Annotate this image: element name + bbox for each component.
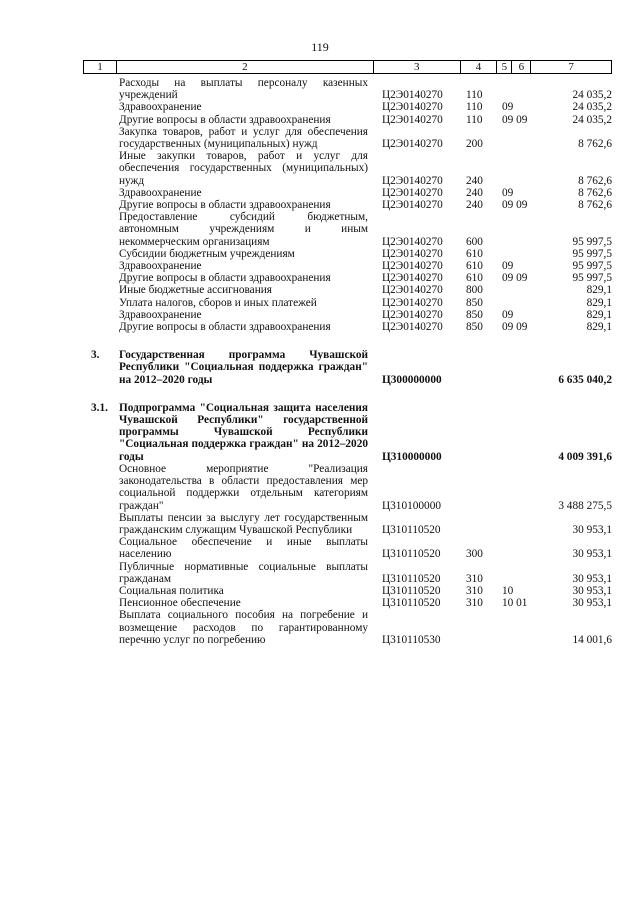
row-name: Закупка товаров, работ и услуг для обеспечения государственных (муниципальных) нужд	[119, 125, 368, 151]
table-row	[83, 609, 612, 646]
row-amount: 95 997,5	[572, 272, 612, 285]
row-number	[83, 150, 116, 187]
header-col-5: 5	[497, 61, 512, 73]
row-number	[83, 463, 116, 512]
table-row	[83, 272, 612, 284]
row-number	[83, 101, 116, 113]
row-amount: 95 997,5	[572, 260, 612, 273]
row-name: Другие вопросы в области здравоохранения	[119, 321, 331, 334]
row-amount: 24 035,2	[572, 113, 612, 126]
row-amount: 95 997,5	[572, 247, 612, 260]
table-row	[83, 101, 612, 113]
table-row	[83, 77, 612, 101]
table-row	[83, 561, 612, 585]
row-number	[83, 187, 116, 199]
row-section: 09	[502, 186, 514, 199]
row-amount: 8 762,6	[578, 138, 612, 151]
table-row	[83, 114, 612, 126]
row-expense-type: 850	[466, 308, 483, 321]
row-expense-type: 850	[466, 321, 483, 334]
header-col-1: 1	[84, 61, 117, 73]
table-row	[83, 126, 612, 150]
header-col-3: 3	[374, 61, 461, 73]
row-amount: 829,1	[586, 296, 612, 309]
row-expense-type: 300	[466, 548, 483, 561]
row-amount: 30 953,1	[572, 597, 612, 610]
row-expense-type: 600	[466, 235, 483, 248]
row-number	[83, 272, 116, 284]
row-code: Ц2Э0140270	[382, 321, 443, 334]
row-name: Другие вопросы в области здравоохранения	[119, 272, 331, 285]
row-number	[83, 561, 116, 585]
row-name: Государственная программа Чувашской Республики "Социальная поддержка граждан" на 2012–2020 годы	[119, 349, 368, 386]
row-number: 3.1.	[91, 401, 108, 414]
table-row	[83, 512, 612, 536]
table-row	[83, 187, 612, 199]
page-number: 119	[311, 40, 329, 54]
row-expense-type: 240	[466, 174, 483, 187]
row-code: Ц310110520	[382, 584, 441, 597]
row-name: Субсидии бюджетным учреждениям	[119, 247, 295, 260]
table-row	[83, 248, 612, 260]
row-amount: 30 953,1	[572, 523, 612, 536]
row-expense-type: 110	[466, 113, 483, 126]
row-code: Ц2Э0140270	[382, 284, 443, 297]
row-code: Ц310000000	[382, 450, 442, 463]
row-amount: 829,1	[586, 284, 612, 297]
row-expense-type: 610	[466, 260, 483, 273]
row-name: Публичные нормативные социальные выплаты гражданам	[119, 560, 368, 585]
table-row	[83, 260, 612, 272]
table-row	[83, 309, 612, 321]
row-code: Ц2Э0140270	[382, 186, 443, 199]
row-name: Социальное обеспечение и иные выплаты населению	[119, 536, 368, 561]
row-section: 09 09	[502, 272, 528, 285]
row-expense-type: 110	[466, 101, 483, 114]
table-row	[83, 536, 612, 560]
row-section: 09 09	[502, 113, 528, 126]
row-number	[83, 536, 116, 560]
table-row	[83, 585, 612, 597]
row-number	[83, 512, 116, 536]
header-col-7: 7	[568, 61, 574, 73]
row-number	[83, 199, 116, 211]
row-number: 3.	[91, 349, 100, 362]
row-amount: 4 009 391,6	[558, 450, 612, 463]
row-amount: 24 035,2	[572, 89, 612, 102]
row-code: Ц2Э0140270	[382, 199, 443, 212]
row-name: Выплаты пенсии за выслугу лет государственным гражданским служащим Чувашской Республики	[119, 511, 368, 536]
row-amount: 829,1	[586, 321, 612, 334]
row-code: Ц2Э0140270	[382, 260, 443, 273]
row-expense-type: 850	[466, 296, 483, 309]
table-row	[83, 321, 612, 333]
row-expense-type: 200	[466, 138, 483, 151]
row-number	[83, 609, 116, 646]
row-amount: 8 762,6	[578, 186, 612, 199]
row-expense-type: 310	[466, 572, 483, 585]
row-name: Здравоохранение	[119, 308, 202, 321]
row-code: Ц310110520	[382, 572, 441, 585]
row-number	[83, 211, 116, 248]
table-row	[83, 463, 612, 512]
row-amount: 3 488 275,5	[558, 499, 612, 512]
row-number	[83, 321, 116, 333]
row-expense-type: 610	[466, 272, 483, 285]
row-code: Ц310110520	[382, 597, 441, 610]
row-name: Основное мероприятие "Реализация законодательства в области предоставления мер социальной поддержки отдельным категориям граждан"	[119, 462, 368, 512]
row-section: 09	[502, 308, 514, 321]
row-name: Уплата налогов, сборов и иных платежей	[119, 296, 317, 309]
row-name: Подпрограмма "Социальная защита населения Чувашской Республики" государственной программы Чувашской Республики "Социальная поддержка граждан" на 2012–2020 годы	[119, 401, 368, 463]
row-section: 09	[502, 260, 514, 273]
row-amount: 30 953,1	[572, 548, 612, 561]
row-code: Ц310110520	[382, 548, 441, 561]
table-row	[83, 284, 612, 296]
row-amount: 14 001,6	[572, 633, 612, 646]
row-section: 09 09	[502, 199, 528, 212]
row-name: Другие вопросы в области здравоохранения	[119, 199, 331, 212]
row-code: Ц2Э0140270	[382, 308, 443, 321]
row-name: Социальная политика	[119, 584, 224, 597]
row-number	[83, 585, 116, 597]
row-code: Ц2Э0140270	[382, 138, 443, 151]
row-code: Ц2Э0140270	[382, 235, 443, 248]
table-row	[83, 297, 612, 309]
row-name: Иные бюджетные ассигнования	[119, 284, 272, 297]
row-expense-type: 310	[466, 584, 483, 597]
row-amount: 8 762,6	[578, 199, 612, 212]
row-amount: 829,1	[586, 308, 612, 321]
row-expense-type: 110	[466, 89, 483, 102]
row-section: 10	[502, 584, 514, 597]
row-name: Предоставление субсидий бюджетным, автономным учреждениям и иным некоммерческим организациям	[119, 211, 368, 248]
row-amount: 8 762,6	[578, 174, 612, 187]
row-code: Ц2Э0140270	[382, 89, 443, 102]
row-section: 09	[502, 101, 514, 114]
row-number	[83, 297, 116, 309]
row-code: Ц300000000	[382, 373, 442, 386]
row-number	[83, 77, 116, 101]
table-row	[83, 349, 612, 386]
row-code: Ц310110530	[382, 633, 441, 646]
row-code: Ц2Э0140270	[382, 174, 443, 187]
row-amount: 95 997,5	[572, 235, 612, 248]
header-col-2: 2	[117, 61, 374, 73]
row-code: Ц310110520	[382, 523, 441, 536]
table-row	[83, 402, 612, 463]
table-row	[83, 597, 612, 609]
row-name: Выплата социального пособия на погребение и возмещение расходов по гарантированному перечню услуг по погребению	[119, 609, 368, 646]
header-col-4: 4	[461, 61, 498, 73]
row-expense-type: 240	[466, 199, 483, 212]
row-number	[83, 260, 116, 272]
row-section: 09 09	[502, 321, 528, 334]
row-number	[83, 597, 116, 609]
row-number	[83, 309, 116, 321]
row-name: Здравоохранение	[119, 260, 202, 273]
table-row	[83, 211, 612, 248]
row-number	[83, 284, 116, 296]
table-header	[83, 60, 612, 74]
row-number	[83, 114, 116, 126]
row-code: Ц2Э0140270	[382, 101, 443, 114]
row-amount: 6 635 040,2	[558, 373, 612, 386]
header-col-6: 6	[512, 61, 531, 73]
row-code: Ц310100000	[382, 499, 441, 512]
row-name: Другие вопросы в области здравоохранения	[119, 113, 331, 126]
row-number	[83, 248, 116, 260]
row-expense-type: 240	[466, 186, 483, 199]
row-amount: 30 953,1	[572, 584, 612, 597]
row-amount: 24 035,2	[572, 101, 612, 114]
table-row	[83, 150, 612, 187]
row-amount: 30 953,1	[572, 572, 612, 585]
row-number	[83, 126, 116, 150]
table-row	[83, 199, 612, 211]
row-expense-type: 310	[466, 597, 483, 610]
row-section: 10 01	[502, 597, 528, 610]
row-name: Иные закупки товаров, работ и услуг для обеспечения государственных (муниципальных) нужд	[119, 150, 368, 187]
row-code: Ц2Э0140270	[382, 113, 443, 126]
table-body	[83, 77, 612, 646]
row-code: Ц2Э0140270	[382, 296, 443, 309]
row-name: Пенсионное обеспечение	[119, 597, 241, 610]
row-expense-type: 800	[466, 284, 483, 297]
row-name: Здравоохранение	[119, 186, 202, 199]
row-code: Ц2Э0140270	[382, 272, 443, 285]
row-expense-type: 610	[466, 247, 483, 260]
row-name: Расходы на выплаты персоналу казенных учреждений	[119, 77, 368, 102]
row-code: Ц2Э0140270	[382, 247, 443, 260]
row-name: Здравоохранение	[119, 101, 202, 114]
